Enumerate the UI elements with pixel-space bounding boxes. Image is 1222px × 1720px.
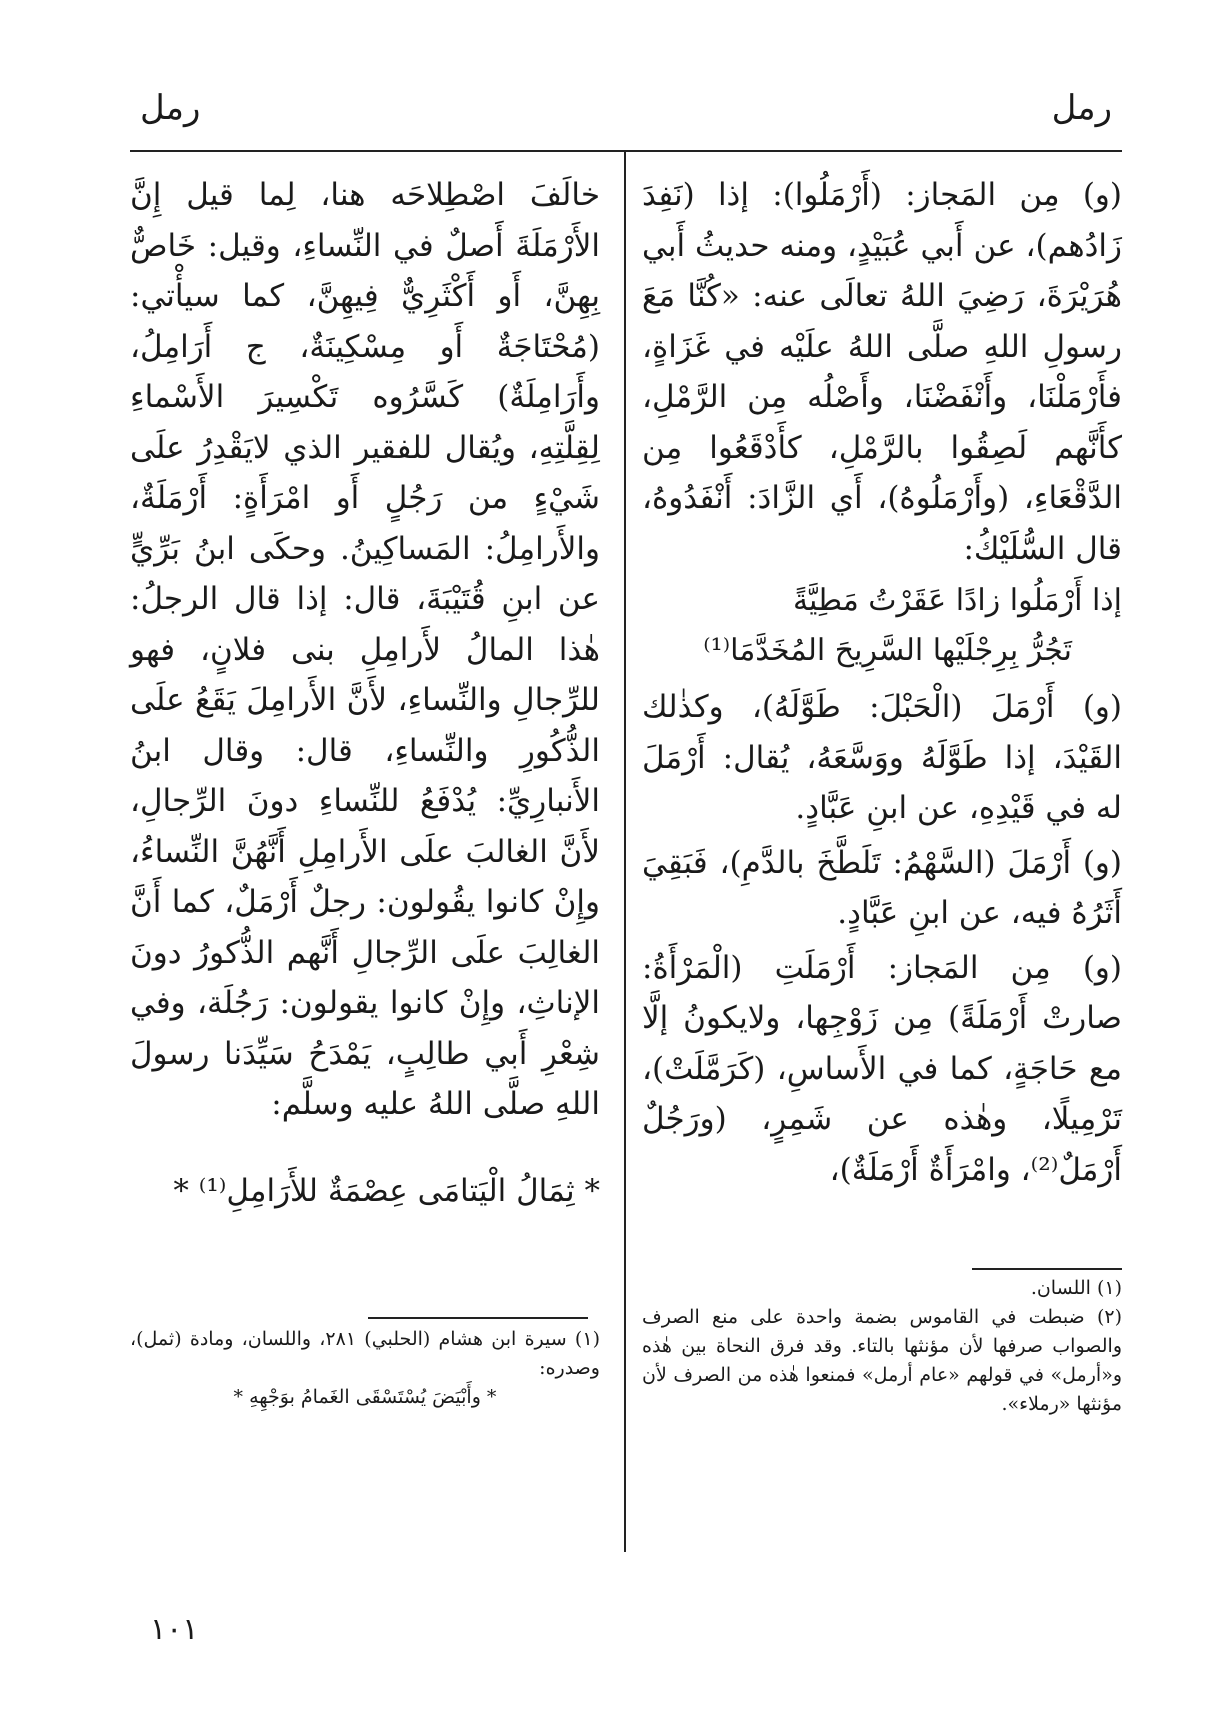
footnote: (٢) ضبطت في القاموس بضمة واحدة على منع الصرف والصواب صرفها لأن مؤنثها بالتاء. وقد فرق النحاة بين هٰذه و«أرمل» في قولهم «عام أرمل» فمنعوا هٰذه من الصرف لأن مؤنثها «رملاء».	[642, 1306, 1122, 1415]
entry-paragraph: (و) أَرْمَلَ (الْحَبْلَ: طَوَّلَهُ)، وكذٰلك القَيْدَ، إذا طَوَّلَهُ ووَسَّعَهُ، يُقال: أَرْمَلَ له في قَيْدِهِ، عن ابنِ عَبَّادٍ.	[642, 689, 1122, 826]
verse-second-hemistich: تَجُرُّ بِرِجْلَيْها السَّرِيحَ المُخَدَّمَا⁽¹⁾	[703, 633, 1072, 668]
footnote-rule	[972, 1268, 1122, 1270]
entry-paragraph: (و) مِن المَجاز: أَرْمَلَتِ (الْمَرْأَةُ: صارتْ أَرْمَلَةً) مِن زَوْجِها، ولايكونُ إلَّا مع حَاجَةٍ، كما في الأَساسِ، (كَرَمَّلَتْ)، تَرْمِيلًا، وهٰذه عن شَمِرٍ، (ورَجُلٌ أَرْمَلٌ⁽²⁾، وامْرَأَةٌ أَرْمَلَةٌ)،	[642, 949, 1122, 1188]
entry-paragraph: (و) مِن المَجاز: (أَرْمَلُوا): إذا (نَفِدَ زَادُهم)، عن أَبي عُبَيْدٍ، ومنه حديثُ أَبي هُرَيْرَةَ، رَضِيَ اللهُ تعالَى عنه: «كُنَّا مَعَ رسولِ اللهِ صلَّى اللهُ علَيْه في غَزَاةٍ، فأَرْمَلْنَا، وأَنْفَضْنَا، وأَصْلُه مِن الرَّمْلِ، كأَنَّهم لَصِقُوا بالرَّمْلِ، كأَدْقَعُوا مِن الدَّقْعَاءِ، (وأَرْمَلُوهُ)، أَي الزَّادَ: أَنْفَدُوهُ، قال السُّلَيْكُ:	[642, 177, 1122, 567]
page-number: ١٠١	[150, 1612, 199, 1647]
footnote: (١) سيرة ابن هشام (الحلبي) ٢٨١، واللسان، ومادة (ثمل)، وصدره:	[130, 1328, 600, 1379]
footnote: (١) اللسان.	[1030, 1277, 1122, 1299]
header-rule	[130, 150, 1122, 152]
footnote-rule	[368, 1317, 588, 1319]
poetry-verse	[642, 576, 1122, 676]
running-head-left: رمل	[140, 88, 201, 128]
left-footnotes	[130, 1325, 600, 1412]
footnote-verse: * وأَبْيَضَ يُسْتَسْقَى الغَمامُ بوَجْهِهِ *	[233, 1386, 497, 1408]
column-divider	[624, 152, 626, 1552]
right-column	[642, 170, 1122, 1195]
entry-paragraph: خالَفَ اصْطِلاحَه هنا، لِما قيل إِنَّ الأَرْمَلَةَ أَصلٌ في النِّساءِ، وقيل: خَاصٌّ بِهِنَّ، أَو أَكْثَرِيٌّ فِيهِنَّ، كما سيأْتي: (مُحْتَاجَةٌ أَو مِسْكِينَةٌ، ج أَرَامِلُ، وأَرَامِلَةٌ) كَسَّرُوه تَكْسِيرَ الأَسْماءِ لِقِلَّتِهِ، ويُقال للفقير الذي لايَقْدِرُ علَى شَيْءٍ من رَجُلٍ أَو امْرَأَةٍ: أَرْمَلَةٌ، والأَرامِلُ: المَساكِينُ. وحكَى ابنُ بَرِّيٍّ عن ابنِ قُتَيْبَةَ، قال: إذا قال الرجلُ: هٰذا المالُ لأَرامِلِ بنى فلانٍ، فهو للرِّجالِ والنِّساءِ، لأَنَّ الأَرامِلَ يَقَعُ علَى الذُّكُورِ والنِّساءِ، قال: وقال ابنُ الأَنبارِيِّ: يُدْفَعُ للنِّساءِ دونَ الرِّجالِ، لأَنَّ الغالبَ علَى الأَرامِلِ أَنَّهُنَّ النِّساءُ، وإِنْ كانوا يقُولون: رجلٌ أَرْمَلٌ، كما أَنَّ الغالِبَ علَى الرِّجالِ أَنَّهم الذُّكورُ دونَ الإناثِ، وإِنْ كانوا يقولون: رَجُلَة، وفي شِعْرِ أَبي طالِبٍ، يَمْدَحُ سَيِّدَنا رسولَ اللهِ صلَّى اللهُ عليه وسلَّم:	[130, 177, 600, 1122]
running-head-right: رمل	[1051, 88, 1112, 128]
poetry-verse-centered: * ثِمَالُ الْيَتامَى عِصْمَةٌ للأَرَامِلِ⁽¹⁾ *	[173, 1172, 600, 1209]
verse-first-hemistich: إذا أَرْمَلُوا زادًا عَقَرْتُ مَطِيَّةً	[792, 583, 1122, 618]
left-column	[130, 170, 600, 1216]
right-footnotes	[642, 1274, 1122, 1419]
entry-paragraph: (و) أَرْمَلَ (السَّهْمُ: تَلَطَّخَ بالدَّمِ)، فَبَقِيَ أَثَرُهُ فيه، عن ابنِ عَبَّادٍ.	[642, 844, 1122, 931]
